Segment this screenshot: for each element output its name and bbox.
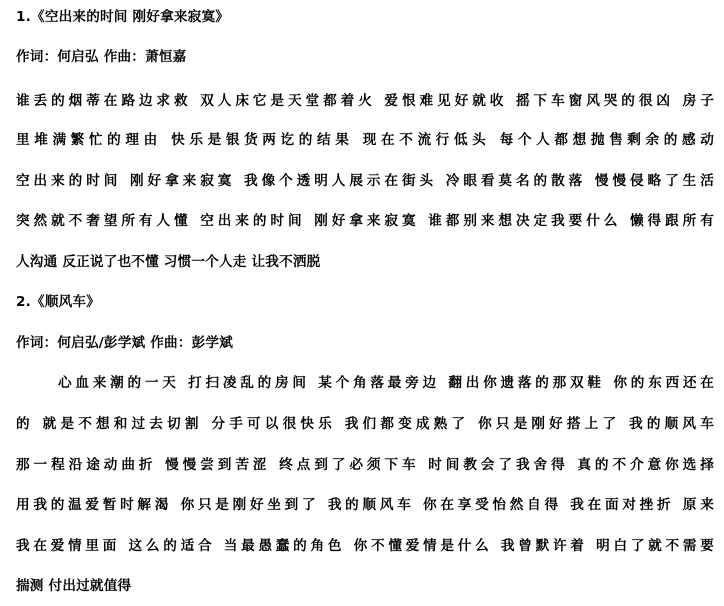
song1-title: 1.《空出来的时间 刚好拿来寂寞》 [16,9,230,25]
song2-credits: 作词：何启弘/彭学斌 作曲：彭学斌 [16,335,234,351]
song1-lyric-line: 空出来的时间 刚好拿来寂寞 我像个透明人展示在街头 冷眼看莫名的散落 慢慢侵略了生活 [16,173,714,189]
song2-lyric-line: 那一程沿途动曲折 慢慢尝到苦涩 终点到了必须下车 时间教会了我舍得 真的不介意你选择 [16,457,714,473]
song2-lyric-line: 的 就是不想和过去切割 分手可以很快乐 我们都变成熟了 你只是刚好搭上了 我的顺风车 [16,416,714,432]
song2-lyric-line: 我在爱情里面 这么的适合 当最愚蠢的角色 你不懂爱情是什么 我曾默许着 明白了就不需要 [16,538,714,554]
song1-lyric-line: 人沟通 反正说了也不懂 习惯一个人走 让我不洒脱 [16,254,321,270]
song1-lyric-line: 突然就不奢望所有人懂 空出来的时间 刚好拿来寂寞 谁都别来想决定我要什么 懒得跟所有 [16,213,714,229]
song2-lyric-line: 心血来潮的一天 打扫凌乱的房间 某个角落最旁边 翻出你遗落的那双鞋 你的东西还在 [58,375,714,391]
song2-lyric-line: 揣测 付出过就值得 [16,578,132,594]
song2-lyric-line: 用我的温爱暂时解渴 你只是刚好坐到了 我的顺风车 你在享受怡然自得 我在面对挫折 原来 [16,497,714,513]
song2-title: 2.《顺风车》 [16,294,100,310]
song1-credits: 作词：何启弘 作曲：萧恒嘉 [16,49,187,65]
song1-lyric-line: 谁丢的烟蒂在路边求救 双人床它是天堂都着火 爱恨难见好就收 摇下车窗风哭的很凶 房子 [16,93,714,109]
song1-lyric-line: 里堆满繁忙的理由 快乐是银货两讫的结果 现在不流行低头 每个人都想抛售剩余的感动 [16,132,714,148]
